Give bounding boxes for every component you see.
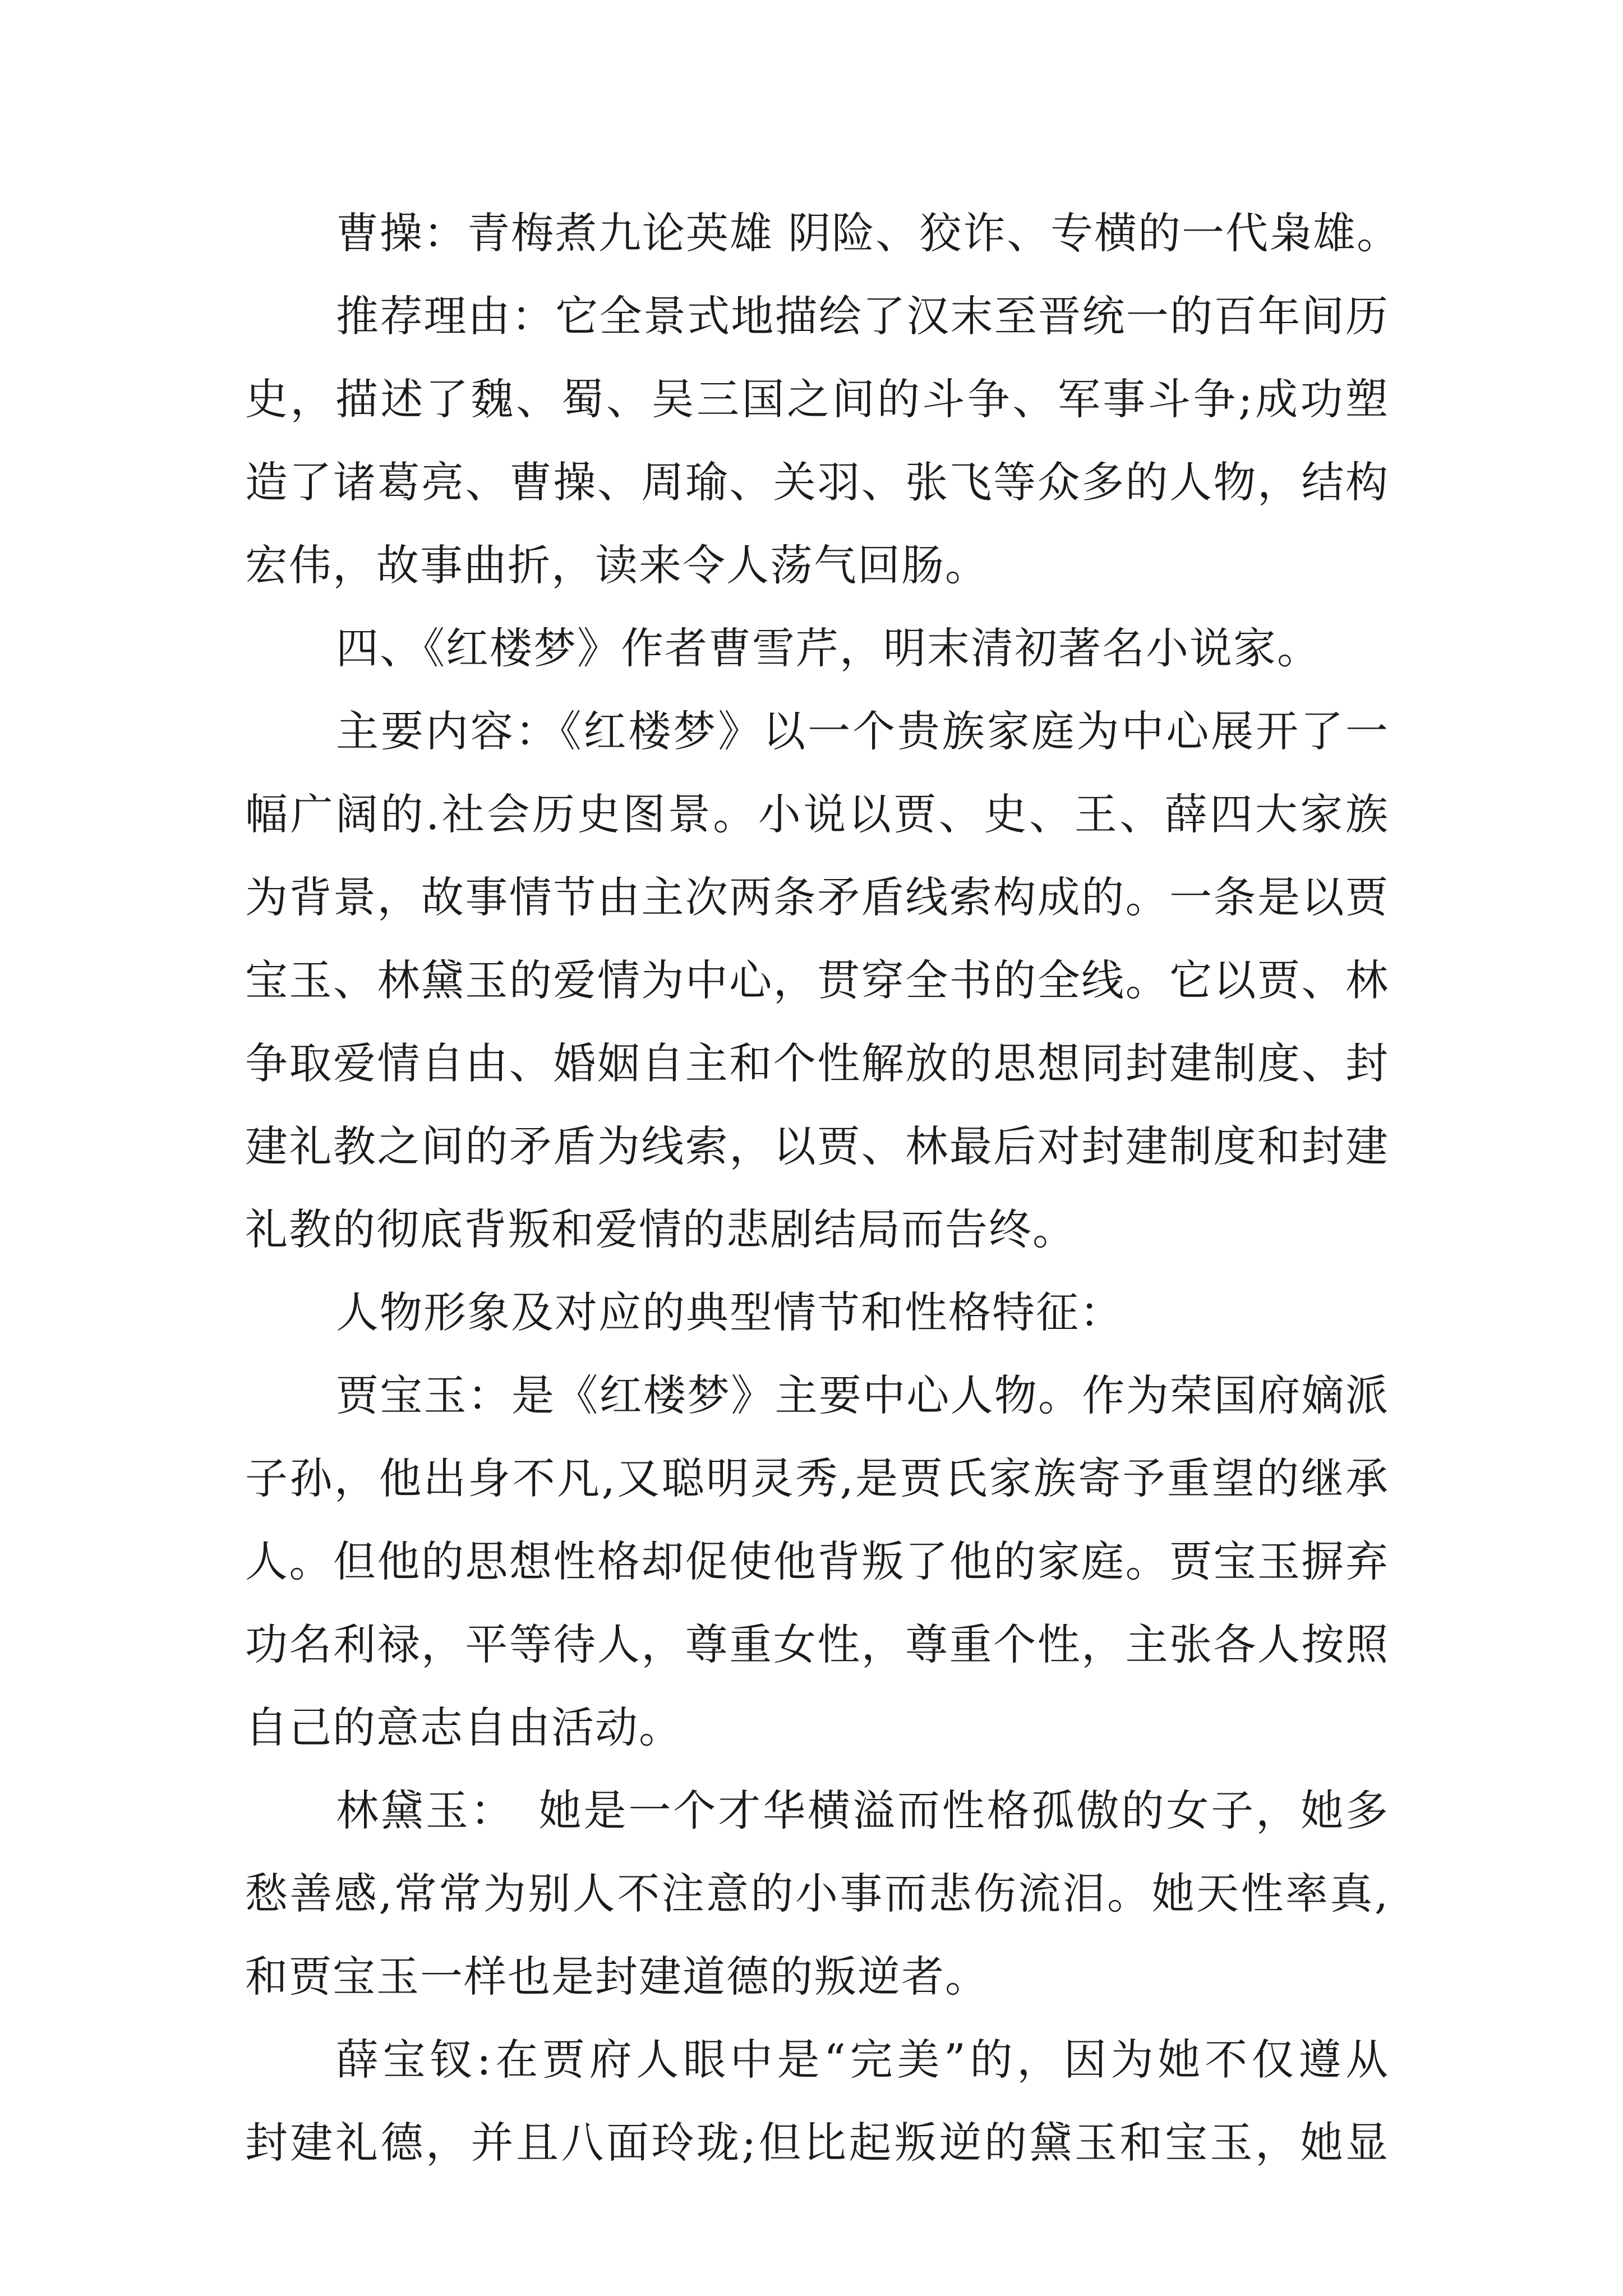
- text-line: 为背景，故事情节由主次两条矛盾线索构成的。一条是以贾: [245, 872, 1389, 922]
- text-line: 造了诸葛亮、曹操、周瑜、关羽、张飞等众多的人物，结构: [245, 457, 1389, 507]
- text-line: 薛宝钗:在贾府人眼中是“完美”的，因为她不仅遵从: [336, 2035, 1389, 2085]
- text-line: 争取爱情自由、婚姻自主和个性解放的思想同封建制度、封: [245, 1038, 1389, 1088]
- text-line: 四、《红楼梦》作者曹雪芹，明末清初著名小说家。: [336, 623, 1321, 673]
- text-line: 封建礼德，并且八面玲珑;但比起叛逆的黛玉和宝玉，她显: [245, 2118, 1389, 2168]
- text-line: 功名利禄，平等待人，尊重女性，尊重个性，主张各人按照: [245, 1619, 1389, 1669]
- text-line: 人物形象及对应的典型情节和性格特征：: [336, 1287, 1123, 1337]
- text-line: 人。但他的思想性格却促使他背叛了他的家庭。贾宝玉摒弃: [245, 1536, 1389, 1586]
- text-line: 幅广阔的.社会历史图景。小说以贾、史、王、薛四大家族: [245, 789, 1389, 839]
- text-line: 林黛玉： 她是一个才华横溢而性格孤傲的女子，她多: [336, 1786, 1389, 1835]
- text-line: 自己的意志自由活动。: [245, 1703, 683, 1752]
- document-body: [245, 192, 1401, 2184]
- text-line: 愁善感,常常为别人不注意的小事而悲伤流泪。她天性率真,: [245, 1869, 1389, 1918]
- text-line: 礼教的彻底背叛和爱情的悲剧结局而告终。: [245, 1204, 1076, 1254]
- text-line: 曹操：青梅煮九论英雄 阴险、狡诈、专横的一代枭雄。: [336, 208, 1401, 258]
- text-line: 推荐理由：它全景式地描绘了汉末至晋统一的百年间历: [336, 291, 1389, 341]
- text-line: 宏伟，故事曲折，读来令人荡气回肠。: [245, 540, 989, 590]
- text-line: 子孙，他出身不凡,又聪明灵秀,是贾氏家族寄予重望的继承: [245, 1453, 1389, 1503]
- text-line: 建礼教之间的矛盾为线索，以贾、林最后对封建制度和封建: [245, 1121, 1389, 1171]
- text-line: 主要内容：《红楼梦》以一个贵族家庭为中心展开了一: [336, 706, 1389, 756]
- text-line: 和贾宝玉一样也是封建道德的叛逆者。: [245, 1952, 989, 2001]
- text-line: 贾宝玉：是《红楼梦》主要中心人物。作为荣国府嫡派: [336, 1370, 1389, 1420]
- text-line: 宝玉、林黛玉的爱情为中心，贯穿全书的全线。它以贾、林: [245, 955, 1389, 1005]
- text-line: 史，描述了魏、蜀、吴三国之间的斗争、军事斗争;成功塑: [245, 374, 1389, 424]
